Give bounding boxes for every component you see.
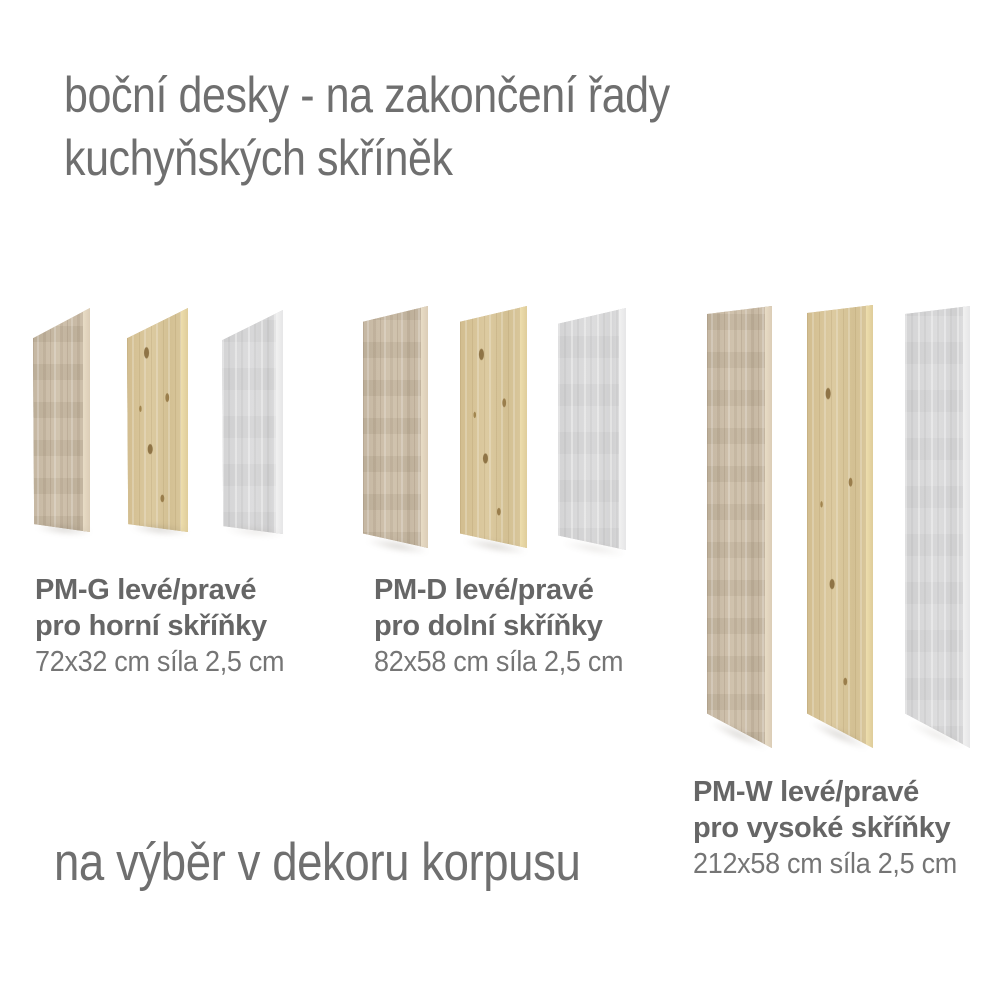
panel-pm-d-artisan-oak: [460, 306, 527, 548]
product-dimensions: 72x32 cm síla 2,5 cm: [35, 646, 285, 678]
product-usage: pro horní skříňky: [35, 610, 267, 642]
product-code: PM-D levé/pravé: [374, 574, 594, 606]
product-label-pm-d: [374, 572, 642, 681]
page-title-line1: boční desky - na zakončení řady: [64, 67, 670, 123]
panel-pm-d-sonoma-oak: [363, 306, 428, 548]
panel-pm-g-sonoma-oak: [33, 308, 90, 532]
product-code: PM-W levé/pravé: [693, 776, 919, 808]
product-dimensions: 82x58 cm síla 2,5 cm: [374, 646, 624, 678]
product-dimensions: 212x58 cm síla 2,5 cm: [693, 848, 957, 880]
panel-pm-w-sonoma-oak: [707, 306, 772, 748]
product-label-pm-g: [35, 572, 303, 681]
panel-pm-d-white: [558, 308, 626, 550]
page-title: [64, 64, 670, 190]
product-usage: pro vysoké skříňky: [693, 812, 951, 844]
page-title-line2: kuchyňských skříněk: [64, 130, 453, 186]
panel-pm-w-artisan-oak: [807, 305, 873, 748]
product-usage: pro dolní skříňky: [374, 610, 603, 642]
product-code: PM-G levé/pravé: [35, 574, 257, 606]
decor-choice-tagline: na výběr v dekoru korpusu: [54, 833, 581, 892]
panel-pm-w-white: [905, 306, 970, 748]
panel-pm-g-white: [222, 310, 283, 534]
panel-pm-g-artisan-oak: [127, 308, 188, 532]
product-label-pm-w: [693, 774, 977, 883]
